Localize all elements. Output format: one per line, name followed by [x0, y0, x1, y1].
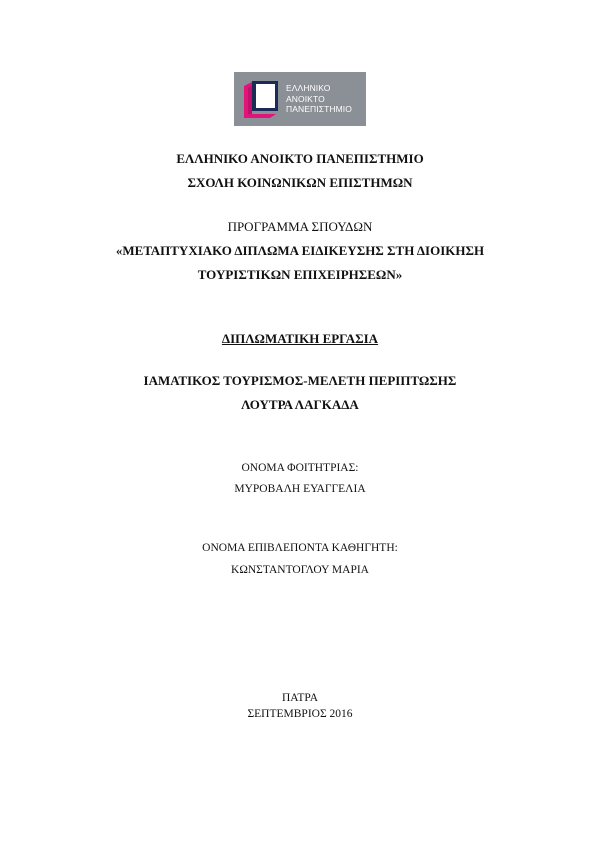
- logo-line-3: ΠΑΝΕΠΙΣΤΗΜΙΟ: [286, 104, 352, 114]
- document-type: ΔΙΠΛΩΜΑΤΙΚΗ ΕΡΓΑΣΙΑ: [221, 331, 379, 346]
- thesis-title-line1: ΙΑΜΑΤΙΚΟΣ ΤΟΥΡΙΣΜΟΣ-ΜΕΛΕΤΗ ΠΕΡΙΠΤΩΣΗΣ: [143, 373, 457, 388]
- supervisor-label: ΟΝΟΜΑ ΕΠΙΒΛΕΠΟΝΤΑ ΚΑΘΗΓΗΤΗ:: [202, 542, 398, 554]
- program-name-line1: «ΜΕΤΑΠΤΥΧΙΑΚΟ ΔΙΠΛΩΜΑ ΕΙΔΙΚΕΥΣΗΣ ΣΤΗ ΔΙΟΙΚΗΣΗ: [115, 243, 485, 258]
- program-label: ΠΡΟΓΡΑΜΜΑ ΣΠΟΥΔΩΝ: [227, 219, 373, 234]
- logo-text: [286, 83, 352, 115]
- program-name-line2: ΤΟΥΡΙΣΤΙΚΩΝ ΕΠΙΧΕΙΡΗΣΕΩΝ»: [197, 267, 403, 282]
- student-label: ΟΝΟΜΑ ΦΟΙΤΗΤΡΙΑΣ:: [241, 462, 359, 474]
- book-emblem-icon: [242, 78, 282, 120]
- logo-line-1: ΕΛΛΗΝΙΚΟ: [286, 83, 331, 93]
- logo-line-2: ΑΝΟΙΚΤΟ: [286, 93, 325, 104]
- student-name: ΜΥΡΟΒΑΛΗ ΕΥΑΓΓΕΛΙΑ: [234, 483, 366, 495]
- thesis-title-line2: ΛΟΥΤΡΑ ΛΑΓΚΑΔΑ: [241, 397, 359, 412]
- supervisor-name: ΚΩΝΣΤΑΝΤΟΓΛΟΥ ΜΑΡΙΑ: [231, 564, 369, 576]
- date: ΣΕΠΤΕΜΒΡΙΟΣ 2016: [247, 708, 353, 720]
- place: ΠΑΤΡΑ: [281, 692, 319, 704]
- university-name: ΕΛΛΗΝΙΚΟ ΑΝΟΙΚΤΟ ΠΑΝΕΠΙΣΤΗΜΙΟ: [176, 151, 424, 166]
- school-name: ΣΧΟΛΗ ΚΟΙΝΩΝΙΚΩΝ ΕΠΙΣΤΗΜΩΝ: [187, 175, 413, 190]
- university-logo: [234, 72, 366, 126]
